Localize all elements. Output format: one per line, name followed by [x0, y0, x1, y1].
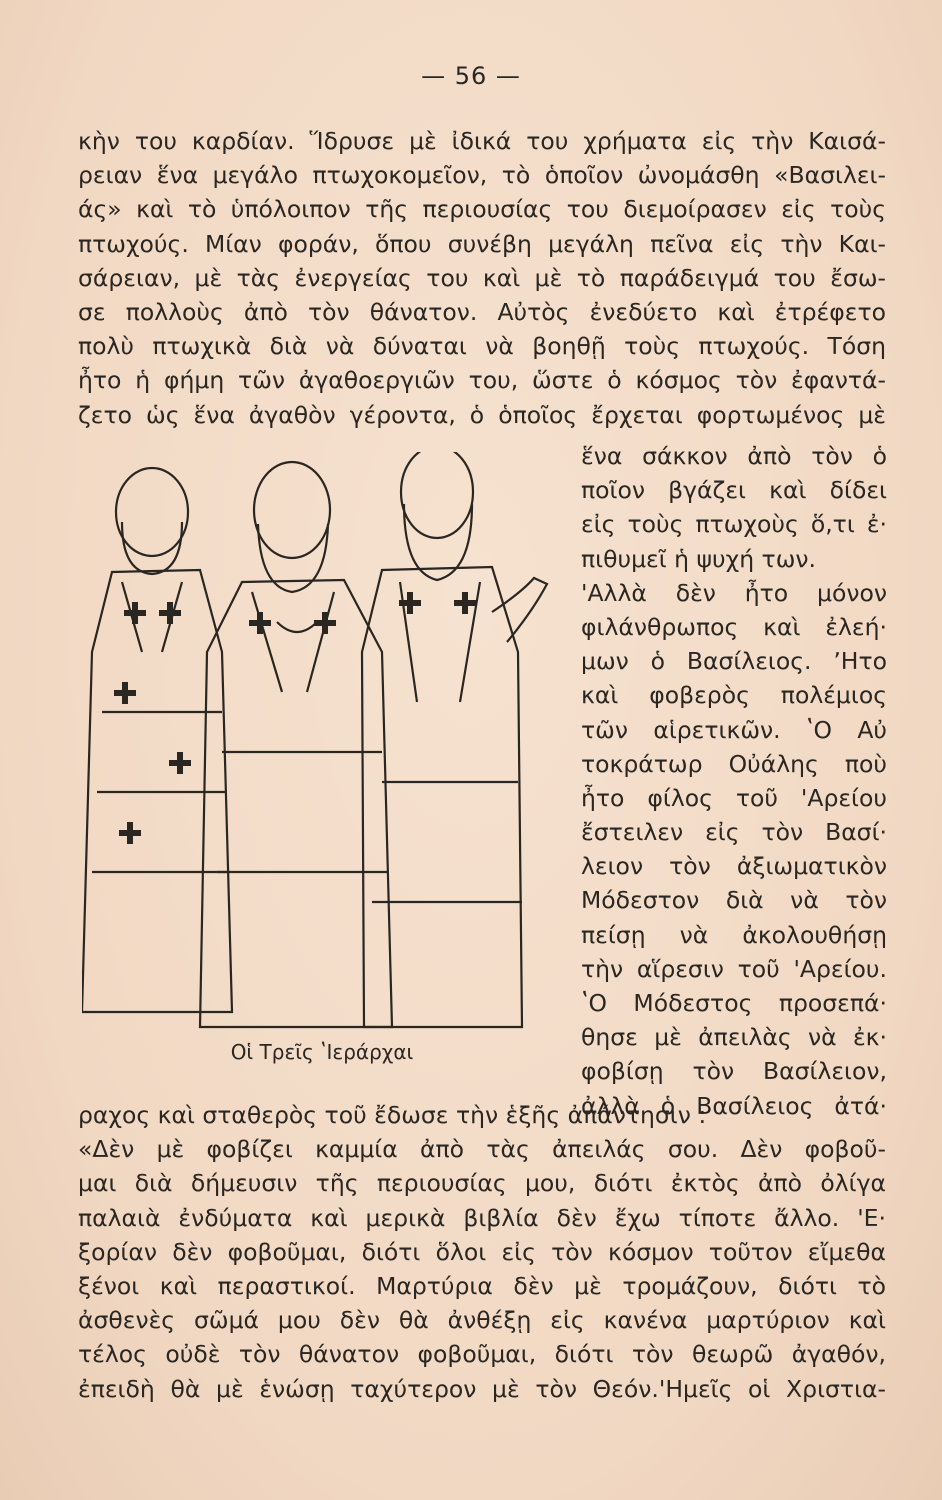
text-line: ραχος καὶ σταθερὸς τοῦ ἔδωσε τὴν ἑξῆς ἀπάντησιν :: [78, 1101, 707, 1129]
hierarchs-figure: [82, 452, 562, 1082]
text-line: «Δὲν μὲ φοβίζει καμμία ἀπὸ τὰς ἀπειλάς σου. Δὲν φοβοῦ-: [78, 1135, 886, 1164]
figure-caption: Οἱ Τρεῖς ʽΙεράρχαι: [230, 1040, 414, 1064]
page-number: — 56 —: [421, 62, 521, 90]
text-line: ἕνα σάκκον ἀπὸ τὸν ὁ: [581, 442, 887, 470]
text-line: λειον τὸν ἀξιωματικὸν: [581, 852, 887, 881]
text-line: ἐπειδὴ θὰ μὲ ἑνώσῃ ταχύτερον μὲ τὸν Θεόν.'Ημεῖς οἱ Χριστια-: [78, 1374, 886, 1403]
text-line: πιθυμεῖ ἡ ψυχή των.: [581, 544, 816, 573]
text-line: ἀσθενὲς σῶμά μου δὲν θὰ ἀνθέξῃ εἰς κανένα μαρτύριον καὶ: [78, 1306, 886, 1335]
text-line: καὶ φοβερὸς πολέμιος: [581, 681, 887, 710]
text-line: μαι διὰ δήμευσιν τῆς περιουσίας μου, διότι ἐκτὸς ἀπὸ ὀλίγα: [78, 1169, 886, 1198]
text-line: πολὺ πτωχικὰ διὰ νὰ δύναται νὰ βοηθῇ τοὺς πτωχούς. Τόση: [78, 332, 886, 361]
text-line: ξορίαν δὲν φοβοῦμαι, διότι ὅλοι εἰς τὸν κόσμον τοῦτον εἴμεθα: [78, 1237, 886, 1266]
text-line: σε πολλοὺς ἀπὸ τὸν θάνατον. Αὐτὸς ἐνεδύετο καὶ ἐτρέφετο: [78, 297, 886, 326]
text-line: πτωχούς. Μίαν φοράν, ὅπου συνέβη μεγάλη πεῖνα εἰς τὴν Και-: [78, 229, 886, 258]
top-paragraph: [78, 124, 886, 432]
text-line: εἰς τοὺς πτωχοὺς ὅ,τι ἐ·: [581, 510, 887, 539]
text-line: 'Αλλὰ δὲν ἦτο μόνον: [581, 578, 887, 607]
text-line: φιλάνθρωπος καὶ ἐλεή·: [581, 612, 887, 641]
text-line: Μόδεστον διὰ νὰ τὸν: [581, 886, 887, 915]
text-line: ʽΟ Μόδεστος προσεπά·: [581, 989, 887, 1017]
three-hierarchs-illustration-icon: [82, 452, 562, 1032]
text-line: ποῖον βγάζει καὶ δίδει: [581, 476, 887, 505]
text-line: ἀλλὰ ὁ Βασίλειος ἀτά·: [581, 1091, 887, 1120]
text-line: πείσῃ νὰ ἀκολουθήσῃ: [581, 920, 887, 949]
text-line: ἔστειλεν εἰς τὸν Βασί·: [581, 818, 887, 847]
text-line: τέλος οὐδὲ τὸν θάνατον φοβοῦμαι, διότι τὸν θεωρῶ ἀγαθόν,: [78, 1340, 886, 1369]
text-line: άς» καὶ τὸ ὑπόλοιπον τῆς περιουσίας του διεμοίρασεν εἰς τοὺς: [78, 195, 886, 224]
text-line: τῶν αἱρετικῶν. ʽΟ Αὐ: [581, 715, 887, 744]
text-line: ἦτο φίλος τοῦ 'Αρείου: [581, 783, 887, 812]
text-line: σάρειαν, μὲ τὰς ἐνεργείας του καὶ μὲ τὸ παράδειγμά του ἔσω-: [78, 263, 886, 292]
text-line: τὴν αἵρεσιν τοῦ 'Αρείου.: [581, 954, 887, 983]
text-line: τοκράτωρ Οὐάλης ποὺ: [581, 749, 887, 778]
side-paragraph: [581, 439, 887, 1123]
bottom-paragraph: [78, 1098, 886, 1406]
text-line: ἦτο ἡ φήμη τῶν ἀγαθοεργιῶν του, ὥστε ὁ κόσμος τὸν ἐφαντά-: [78, 366, 886, 395]
text-line: μων ὁ Βασίλειος. ʼΗτο: [581, 647, 887, 676]
text-line: παλαιὰ ἐνδύματα καὶ μερικὰ βιβλία δὲν ἔχω τίποτε ἄλλο. 'Ε·: [78, 1203, 886, 1232]
text-line: ξένοι καὶ περαστικοί. Μαρτύρια δὲν μὲ τρομάζουν, διότι τὸ: [78, 1271, 886, 1300]
text-line: ζετο ὡς ἕνα ἀγαθὸν γέροντα, ὁ ὁποῖος ἔρχεται φορτωμένος μὲ: [78, 400, 886, 429]
text-line: κὴν του καρδίαν. Ἵδρυσε μὲ ἰδικά του χρήματα εἰς τὴν Καισά-: [78, 127, 886, 155]
text-line: ρειαν ἕνα μεγάλο πτωχοκομεῖον, τὸ ὁποῖον ὠνομάσθη «Βασιλει-: [78, 161, 886, 190]
text-line: φοβίσῃ τὸν Βασίλειον,: [581, 1057, 887, 1086]
text-line: θησε μὲ ἀπειλὰς νὰ ἐκ·: [581, 1023, 887, 1052]
